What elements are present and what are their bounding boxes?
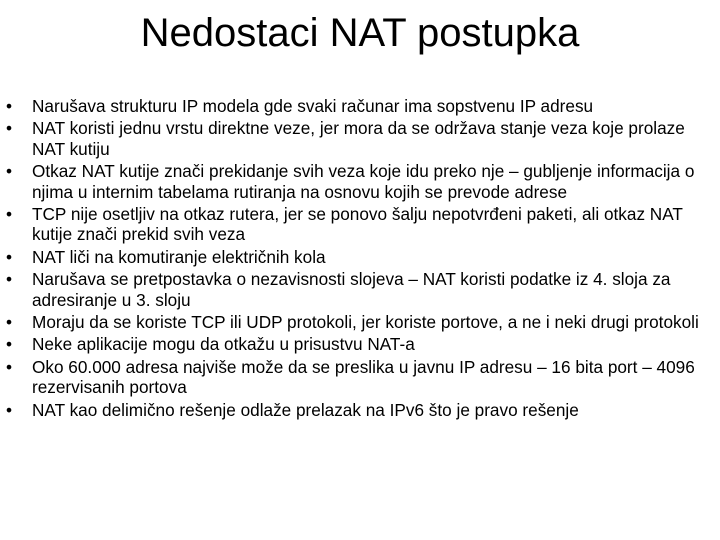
bullet-item xyxy=(4,161,716,202)
bullet-icon: • xyxy=(6,269,13,290)
bullet-icon: • xyxy=(6,334,13,355)
bullet-item xyxy=(4,357,716,398)
bullet-icon: • xyxy=(6,161,13,182)
bullet-icon: • xyxy=(6,204,13,225)
bullet-item xyxy=(4,312,716,332)
bullet-item xyxy=(4,400,716,420)
bullet-text: Neke aplikacije mogu da otkažu u prisustvu NAT-a xyxy=(32,334,415,355)
bullet-icon: • xyxy=(6,312,13,333)
bullet-icon: • xyxy=(6,96,13,116)
bullet-item xyxy=(4,269,716,310)
bullet-item xyxy=(4,204,716,245)
bullet-list xyxy=(4,96,716,422)
bullet-text: TCP nije osetljiv na otkaz rutera, jer se ponovo šalju nepotvrđeni paketi, ali otkaz NAT kutije znači prekid svih veza xyxy=(32,204,683,245)
bullet-icon: • xyxy=(6,399,13,420)
slide-title: Nedostaci NAT postupka xyxy=(140,11,580,55)
bullet-icon: • xyxy=(6,118,13,139)
bullet-text: Moraju da se koriste TCP ili UDP protokoli, jer koriste portove, a ne i neki drugi protokoli xyxy=(32,312,699,333)
bullet-text: Narušava se pretpostavka o nezavisnosti slojeva – NAT koristi podatke iz 4. sloja za adresiranje u 3. sloju xyxy=(32,269,671,310)
bullet-item xyxy=(4,96,716,116)
bullet-item xyxy=(4,334,716,354)
bullet-text: NAT koristi jednu vrstu direktne veze, jer mora da se održava stanje veza koje prolaze NAT kutiju xyxy=(32,118,685,159)
bullet-icon: • xyxy=(6,246,13,267)
bullet-text: Oko 60.000 adresa najviše može da se preslika u javnu IP adresu – 16 bita port – 4096 rezervisanih portova xyxy=(32,356,695,398)
bullet-text: NAT kao delimično rešenje odlaže prelazak na IPv6 što je pravo rešenje xyxy=(32,399,579,420)
bullet-text: Otkaz NAT kutije znači prekidanje svih veza koje idu preko nje – gubljenje informacija o njima u internim tabelama rutiranja na osnovu kojih se prevode adrese xyxy=(32,161,695,202)
bullet-item xyxy=(4,118,716,159)
bullet-text: NAT liči na komutiranje električnih kola xyxy=(32,246,326,267)
bullet-icon: • xyxy=(6,356,13,377)
bullet-text: Narušava strukturu IP modela gde svaki računar ima sopstvenu IP adresu xyxy=(32,96,594,116)
bullet-item xyxy=(4,247,716,267)
